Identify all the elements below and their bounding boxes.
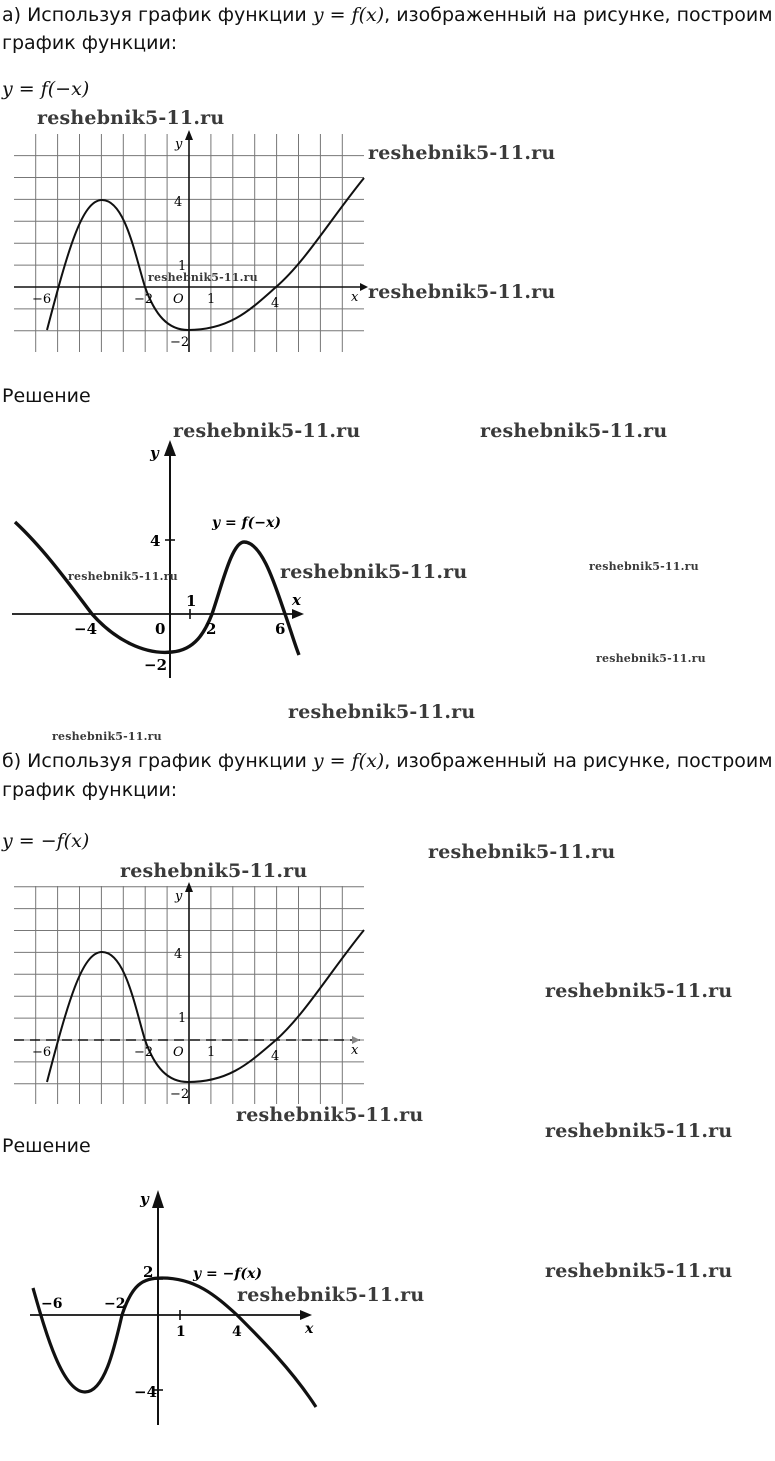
graph-4-x-tick: 4 — [232, 1324, 242, 1340]
watermark: reshebnik5-11.ru — [280, 561, 468, 583]
part-a-formula: y = f(−x) — [2, 78, 90, 100]
graph-2-x-label: x — [292, 591, 301, 609]
graph-1-y-tick: 4 — [174, 195, 183, 210]
watermark: reshebnik5-11.ru — [545, 1260, 733, 1282]
watermark: reshebnik5-11.ru — [368, 142, 556, 164]
graph-2-x-tick: −4 — [74, 620, 98, 638]
graph-2-y-label: y — [150, 444, 159, 462]
part-a-solution-label: Решение — [2, 385, 91, 407]
graph-3-x-tick: 1 — [207, 1045, 216, 1060]
graph-3-x-tick: −2 — [134, 1045, 154, 1060]
graph-3-y-tick: −2 — [170, 1087, 190, 1102]
graph-3-y-tick: 4 — [174, 947, 183, 962]
graph-2-x-tick: 2 — [206, 620, 217, 638]
graph-3-x-label: x — [351, 1043, 359, 1058]
graph-1-x-tick: −6 — [32, 292, 52, 307]
graph-1-x-tick: 1 — [207, 292, 216, 307]
watermark: reshebnik5-11.ru — [120, 860, 308, 882]
part-a-intro: а) Используя график функции y = f(x), изображенный на рисунке, построим — [2, 4, 773, 26]
graph-4-y-tick: −4 — [134, 1383, 158, 1401]
graph-3-y-tick: 1 — [178, 1011, 187, 1026]
watermark: reshebnik5-11.ru — [545, 1120, 733, 1142]
graph-2-x-tick: 1 — [186, 592, 197, 610]
graph-2-x-tick: 6 — [275, 620, 286, 638]
part-b-intro: б) Используя график функции y = f(x), изображенный на рисунке, построим — [2, 750, 773, 772]
graph-3-origin: O — [173, 1045, 184, 1060]
watermark: reshebnik5-11.ru — [148, 271, 258, 284]
graph-3-x-tick: −6 — [32, 1045, 52, 1060]
graph-4-x-tick: −6 — [41, 1296, 63, 1312]
graph-4-x-arrow — [300, 1310, 312, 1320]
part-b-formula: y = −f(x) — [2, 830, 90, 852]
graph-4-x-label: x — [305, 1321, 314, 1337]
graph-1-y-tick: −2 — [170, 335, 190, 350]
graph-1-origin: O — [173, 292, 184, 307]
graph-1-x-label: x — [351, 290, 359, 305]
graph-2-y-tick: 4 — [150, 532, 161, 550]
watermark: reshebnik5-11.ru — [173, 420, 361, 442]
watermark: reshebnik5-11.ru — [52, 730, 162, 743]
graph-1-x-tick: −2 — [134, 292, 154, 307]
graph-1-y-label: y — [175, 137, 183, 152]
watermark: reshebnik5-11.ru — [236, 1104, 424, 1126]
watermark: reshebnik5-11.ru — [37, 107, 225, 129]
graph-4-x-tick: −2 — [104, 1296, 126, 1312]
graph-4-x-tick: 1 — [176, 1324, 186, 1340]
graph-3-y-label: y — [175, 889, 183, 904]
watermark: reshebnik5-11.ru — [288, 701, 476, 723]
watermark: reshebnik5-11.ru — [368, 281, 556, 303]
graph-2-y-tick: −2 — [144, 656, 168, 674]
watermark: reshebnik5-11.ru — [589, 560, 699, 573]
graph-1-x-tick: 4 — [271, 296, 280, 311]
watermark: reshebnik5-11.ru — [68, 570, 178, 583]
graph-4-curve-label: y = −f(x) — [193, 1266, 262, 1282]
graph-4-y-arrow — [152, 1190, 164, 1208]
graph-2-curve-label: y = f(−x) — [212, 515, 281, 531]
graph-4-y-label: y — [140, 1190, 149, 1208]
part-b-intro-line2: график функции: — [2, 779, 178, 801]
watermark: reshebnik5-11.ru — [480, 420, 668, 442]
watermark: reshebnik5-11.ru — [237, 1284, 425, 1306]
graph-1-y-tick: 1 — [178, 259, 187, 274]
part-b-solution-label: Решение — [2, 1135, 91, 1157]
watermark: reshebnik5-11.ru — [545, 980, 733, 1002]
watermark: reshebnik5-11.ru — [428, 841, 616, 863]
part-a-intro-line2: график функции: — [2, 32, 178, 54]
graph-3-x-tick: 4 — [271, 1049, 280, 1064]
watermark: reshebnik5-11.ru — [596, 652, 706, 665]
graph-4-y-tick: 2 — [143, 1263, 154, 1281]
graph-2-x-tick: 0 — [155, 620, 166, 638]
